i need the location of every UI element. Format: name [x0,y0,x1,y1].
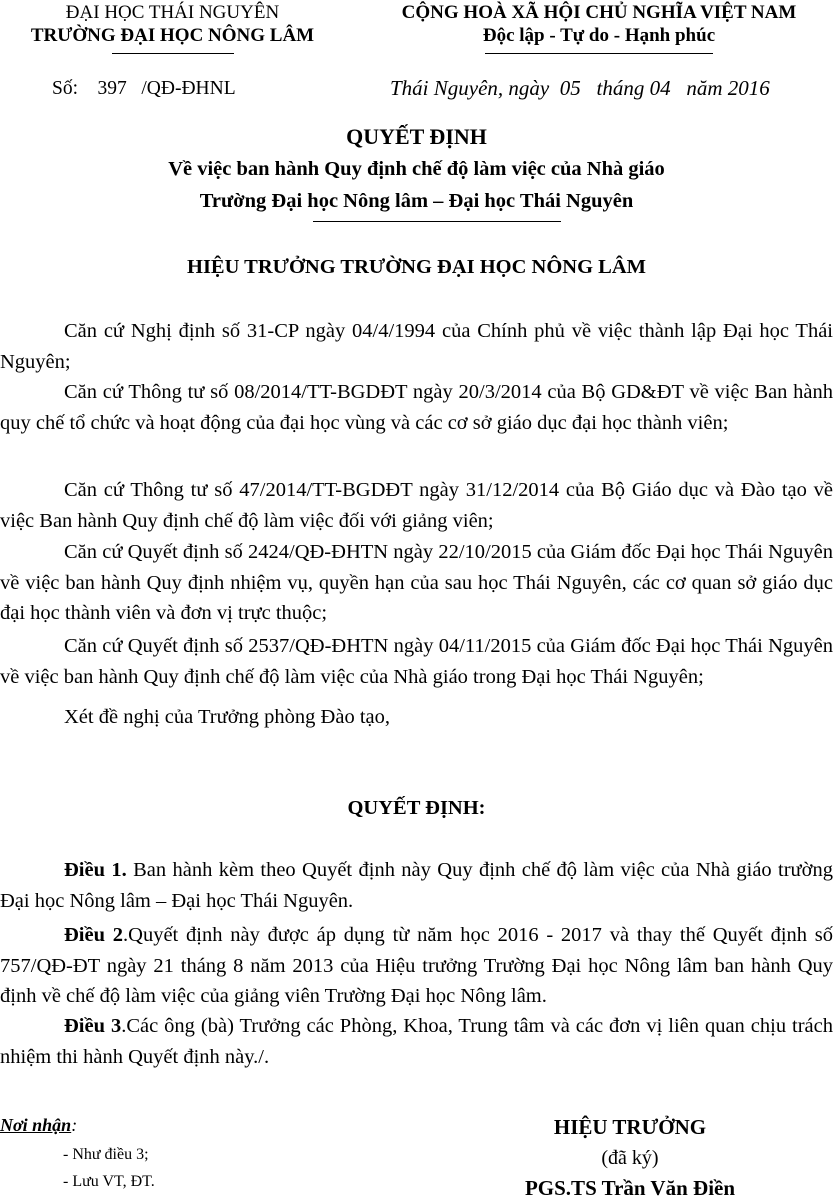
decision-subtitle-line1: Về việc ban hành Quy định chế độ làm việc của Nhà giáo [168,158,665,180]
recipient-item: - Lưu VT, ĐT. [63,1173,155,1190]
article-3 [0,1011,833,1072]
national-title: CỘNG HOÀ XÃ HỘI CHỦ NGHĨA VIỆT NAM [401,2,797,23]
national-motto: Độc lập - Tự do - Hạnh phúc [482,25,716,46]
preamble-paragraph: Xét đề nghị của Trưởng phòng Đào tạo, [64,706,390,728]
recipient-item: - Như điều 3; [63,1146,149,1163]
signed-note: (đã ký) [601,1147,659,1169]
article-label: Điều 3 [64,1015,122,1037]
decision-title: QUYẾT ĐỊNH [346,124,487,149]
signer-title: HIỆU TRƯỞNG [553,1115,707,1139]
recipients-label [0,1115,77,1136]
preamble-paragraph: Căn cứ Thông tư số 47/2014/TT-BGDĐT ngày 31/12/2014 của Bộ Giáo dục và Đào tạo về việc Ban hành Quy định chế độ làm việc đối với giảng viên; [0,479,833,532]
recipients-label-text: Nơi nhận [0,1115,72,1135]
article-text: .Các ông (bà) Trưởng các Phòng, Khoa, Trung tâm và các đơn vị liên quan chịu trách nhiệm thi hành Quyết định này./. [0,1015,833,1068]
signer-name: PGS.TS Trần Văn Điền [524,1176,736,1200]
article-label: Điều 1. [64,859,127,881]
preamble-paragraph: Căn cứ Thông tư số 08/2014/TT-BGDĐT ngày 20/3/2014 của Bộ GD&ĐT về việc Ban hành quy chế tổ chức và hoạt động của đại học vùng và các cơ sở giáo dục đại học thành viên; [0,381,833,434]
article-2 [0,920,833,1012]
decision-heading: QUYẾT ĐỊNH: [347,797,486,819]
header-left-rule [112,53,234,54]
school-name: TRƯỜNG ĐẠI HỌC NÔNG LÂM [30,25,315,46]
article-text: Ban hành kèm theo Quyết định này Quy định chế độ làm việc của Nhà giáo trường Đại học Nông lâm – Đại học Thái Nguyên. [0,859,833,912]
article-text: .Quyết định này được áp dụng từ năm học 2016 - 2017 và thay thế Quyết định số 757/QĐ-ĐT ngày 21 tháng 8 năm 2013 của Hiệu trưởng Trường Đại học Nông lâm ban hành Quy định về chế độ làm việc của giảng viên Trường Đại học Nông lâm. [0,924,833,1008]
preamble-paragraph: Căn cứ Quyết định số 2424/QĐ-ĐHTN ngày 22/10/2015 của Giám đốc Đại học Thái Nguyên về việc ban hành Quy định nhiệm vụ, quyền hạn của sau học Thái Nguyên, các cơ quan sở giáo dục đại học thành viên và đơn vị trực thuộc; [0,541,833,625]
decision-subtitle-line2: Trường Đại học Nông lâm – Đại học Thái Nguyên [199,190,634,212]
issuing-authority: HIỆU TRƯỞNG TRƯỜNG ĐẠI HỌC NÔNG LÂM [187,256,646,278]
header-right-rule [485,53,713,54]
document-number: Số: 397 /QĐ-ĐHNL [52,78,236,99]
article-label: Điều 2 [64,924,124,946]
place-and-date: Thái Nguyên, ngày 05 tháng 04 năm 2016 [390,76,770,100]
preamble-paragraph: Căn cứ Quyết định số 2537/QĐ-ĐHTN ngày 04/11/2015 của Giám đốc Đại học Thái Nguyên về việc ban hành Quy định chế độ làm việc của Nhà giáo trong Đại học Thái Nguyên; [0,635,833,688]
agency-name: ĐẠI HỌC THÁI NGUYÊN [65,2,280,23]
title-rule [313,221,561,222]
preamble-paragraph: Căn cứ Nghị định số 31-CP ngày 04/4/1994 của Chính phủ về việc thành lập Đại học Thái Nguyên; [0,320,833,373]
recipients-label-colon: : [71,1115,78,1135]
article-1 [0,855,833,916]
